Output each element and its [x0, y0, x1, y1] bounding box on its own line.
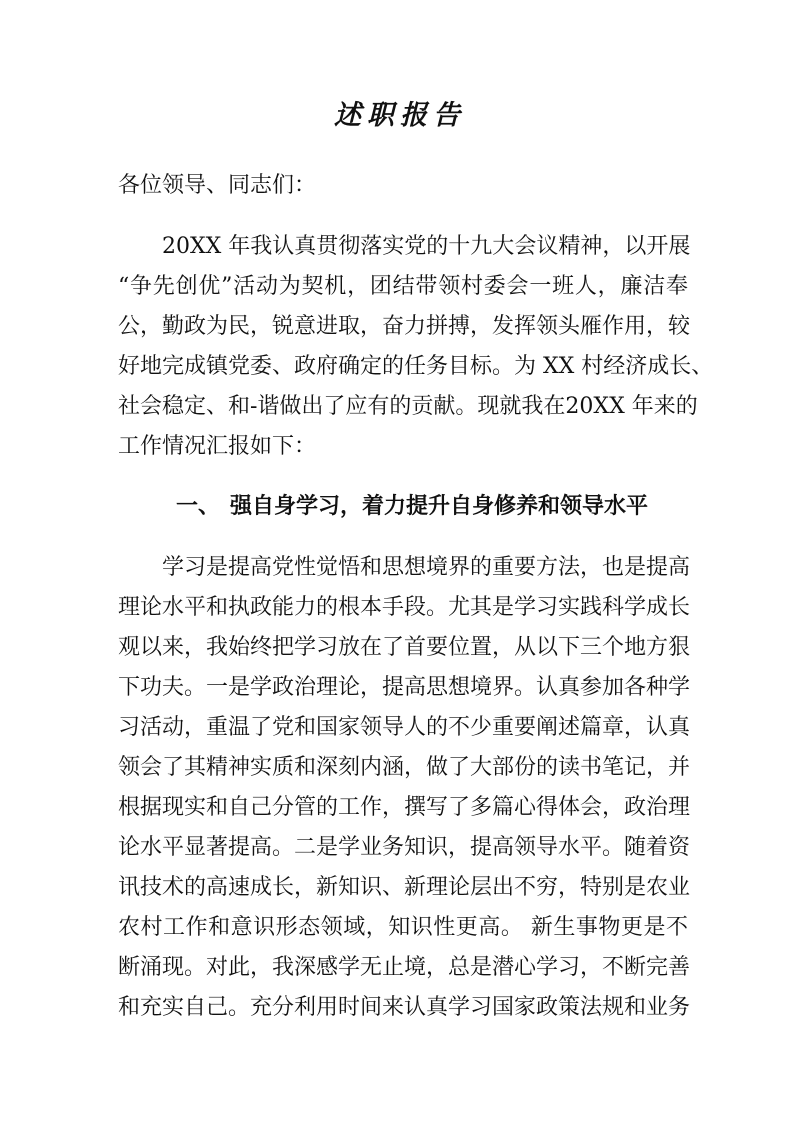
section-1-number: 一、	[176, 493, 221, 519]
section-1-line-10: 农村工作和意识形态领域，知识性更高。 新生事物更是不	[118, 915, 688, 940]
intro-line-5: 社会稳定、和-谐做出了应有的贡献。现就我在20XX 年来的	[118, 394, 698, 419]
section-1-heading	[176, 486, 696, 526]
section-1-line-9: 讯技术的高速成长，新知识、新理论层出不穷，特别是农业	[118, 875, 691, 900]
intro-line-6: 工作情况汇报如下：	[118, 434, 317, 459]
intro-line-4: 好地完成镇党委、政府确定的任务目标。为 XX 村经济成长、	[118, 354, 714, 379]
intro-line-2: “争先创优”活动为契机，团结带领村委会一班人，廉洁奉	[118, 274, 688, 299]
section-1-line-8: 论水平显著提高。二是学业务知识，提高领导水平。随着资	[118, 835, 691, 860]
section-1-line-2: 理论水平和执政能力的根本手段。尤其是学习实践科学成长	[118, 595, 691, 620]
intro-line-3: 公，勤政为民，锐意进取，奋力拼搏，发挥领头雁作用，较	[118, 314, 691, 339]
section-1-line-5: 习活动，重温了党和国家领导人的不少重要阐述篇章，认真	[118, 715, 691, 740]
section-1-heading-text: 强自身学习，着力提升自身修养和领导水平	[230, 493, 649, 519]
intro-line-1: 20XX 年我认真贯彻落实党的十九大会议精神，以开展	[162, 234, 691, 259]
salutation: 各位领导、同志们：	[118, 173, 317, 198]
section-1-line-1: 学习是提高党性觉悟和思想境界的重要方法，也是提高	[162, 555, 691, 580]
section-1-line-4: 下功夫。一是学政治理论，提高思想境界。认真参加各种学	[118, 675, 691, 700]
section-1-line-3: 观以来，我始终把学习放在了首要位置，从以下三个地方狠	[118, 635, 691, 660]
section-1-line-12: 和充实自己。充分利用时间来认真学习国家政策法规和业务	[118, 995, 691, 1020]
section-1-line-7: 根据现实和自己分管的工作，撰写了多篇心得体会，政治理	[118, 795, 691, 820]
section-1-line-11: 断涌现。对此，我深感学无止境，总是潜心学习，不断完善	[118, 955, 691, 980]
section-1-line-6: 领会了其精神实质和深刻内涵，做了大部份的读书笔记，并	[118, 755, 691, 780]
document-title: 述职报告	[334, 100, 466, 131]
